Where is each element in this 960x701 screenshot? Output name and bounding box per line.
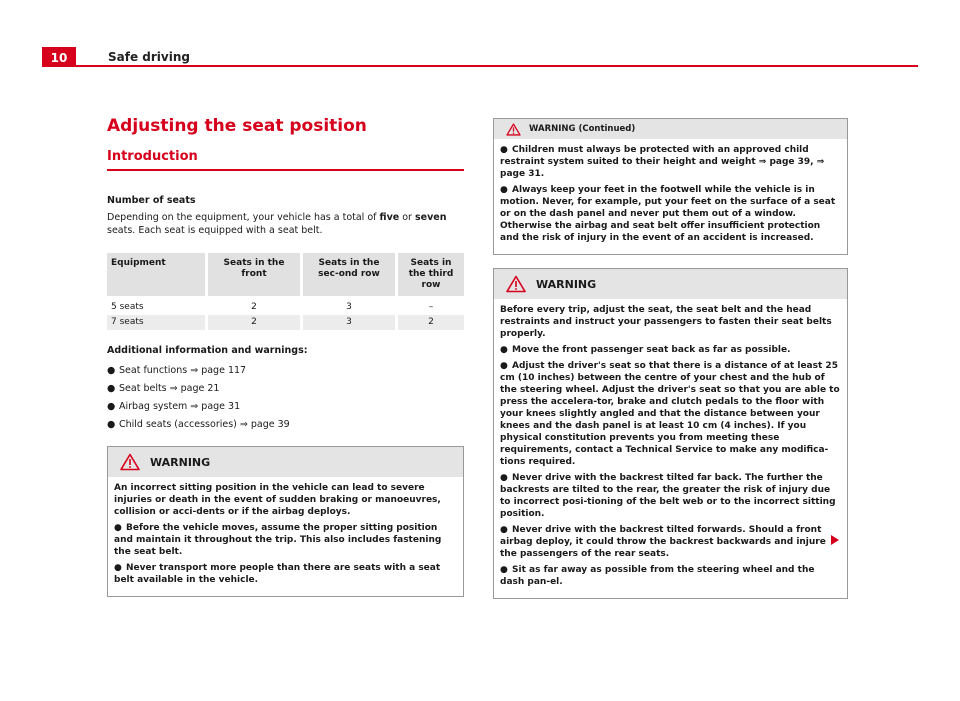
table-header: Equipment [107, 253, 207, 296]
warning-body [494, 299, 847, 598]
warning-box [107, 446, 464, 597]
page-number: 10 [42, 47, 76, 67]
table-header: Seats in the sec-ond row [302, 253, 397, 296]
list-item[interactable]: ● Child seats (accessories) ⇒ page 39 [107, 419, 290, 430]
bullet-icon: ● [114, 523, 122, 533]
seats-table [107, 253, 464, 330]
table-cell: 5 seats [107, 300, 207, 315]
bullet-icon: ● [500, 473, 508, 483]
table-cell: 7 seats [107, 315, 207, 330]
warning-item: ● Never drive with the backrest tilted forwards. Should a front airbag deploy, it could throw the backrest backwards and injure the passengers of the rear seats. [500, 525, 826, 559]
bullet-icon: ● [107, 383, 116, 394]
header-rule [76, 65, 918, 67]
warning-triangle-icon [506, 275, 526, 293]
chapter-title: Safe driving [108, 50, 190, 64]
list-item[interactable]: ● Seat belts ⇒ page 21 [107, 383, 220, 394]
warning-title: WARNING [536, 277, 597, 291]
warning-intro: An incorrect sitting position in the vehicle can lead to severe injuries or death in the event of sudden braking or manoeuvres, collision or acci-dents or if the airbag deploys. [114, 483, 441, 517]
warning-item: ● Sit as far away as possible from the steering wheel and the dash pan-el. [500, 565, 815, 587]
table-cell: 3 [302, 300, 397, 315]
bullet-icon: ● [500, 565, 508, 575]
warning-intro: Before every trip, adjust the seat, the seat belt and the head restraints and instruct your passengers to fasten their seat belts properly. [500, 305, 832, 339]
bullet-icon: ● [107, 365, 116, 376]
table-header: Seats in the third row [397, 253, 465, 296]
left-column [107, 116, 464, 597]
right-column [493, 118, 848, 599]
bullet-icon: ● [500, 361, 508, 371]
table-cell: 2 [207, 300, 302, 315]
table-row [107, 315, 464, 330]
list-item[interactable]: ● Seat functions ⇒ page 117 [107, 365, 247, 376]
warning-item: ● Move the front passenger seat back as far as possible. [500, 345, 791, 355]
seats-paragraph: Depending on the equipment, your vehicle has a total of five or seven seats. Each seat is equipped with a seat belt. [107, 212, 447, 236]
warning-item: ● Never drive with the backrest tilted far back. The further the backrests are tilted to the rear, the greater the risk of injury due to incorrect posi-tioning of the belt web or to the incorrect sitting position. [500, 473, 836, 519]
table-header: Seats in the front [207, 253, 302, 296]
warning-continued-title: WARNING (Continued) [529, 124, 636, 134]
warning-item: ● Always keep your feet in the footwell while the vehicle is in motion. Never, for example, put your feet on the surface of a seat or on the dash panel and never put them out of a window. Otherwise the airbag and seat belt offer insufficient protection and the risk of injury in the event of an accident is increased. [500, 185, 836, 243]
continue-arrow-icon [830, 534, 840, 546]
warning-item: ● Children must always be protected with an approved child restraint system suited to their height and weight ⇒ page 39, ⇒ page 31. [500, 145, 825, 179]
bullet-icon: ● [107, 401, 116, 412]
additional-label: Additional information and warnings: [107, 345, 308, 356]
reference-list [107, 364, 464, 431]
warning-body [108, 477, 463, 596]
warning-item: ● Adjust the driver's seat so that there is a distance of at least 25 cm (10 inches) between the centre of your chest and the hub of the steering wheel. Adjust the driver's seat so that you are able to press the accelera-tor, brake and clutch pedals to the floor with your knees slightly angled and that the distance between your knees and the dash panel is at least 10 cm (4 inches). If you physical constitution prevents you from meeting these requirements, contact a Technical Service to make any modifica-tions required. [500, 361, 840, 467]
bullet-icon: ● [500, 145, 508, 155]
page-header [42, 47, 918, 67]
warning-header [494, 269, 847, 299]
warning-continued-body [494, 139, 847, 254]
warning-title: WARNING [150, 455, 211, 469]
warning-continued-box [493, 118, 848, 255]
bullet-icon: ● [500, 185, 508, 195]
warning-header [108, 447, 463, 477]
table-cell: 2 [207, 315, 302, 330]
bullet-icon: ● [500, 345, 508, 355]
warning-box [493, 268, 848, 599]
seats-label: Number of seats [107, 195, 196, 206]
table-cell: 3 [302, 315, 397, 330]
bullet-icon: ● [107, 419, 116, 430]
section-title: Adjusting the seat position [107, 116, 367, 136]
table-cell: 2 [397, 315, 465, 330]
section-subtitle: Introduction [107, 149, 464, 171]
warning-continued-header [494, 119, 847, 139]
warning-item: ● Before the vehicle moves, assume the proper sitting position and maintain it throughout the trip. This also includes fastening the seat belt. [114, 523, 442, 557]
warning-triangle-icon [506, 123, 521, 136]
bullet-icon: ● [500, 525, 508, 535]
warning-triangle-icon [120, 453, 140, 471]
warning-item: ● Never transport more people than there are seats with a seat belt available in the vehicle. [114, 563, 441, 585]
list-item[interactable]: ● Airbag system ⇒ page 31 [107, 401, 241, 412]
table-row [107, 300, 464, 315]
table-cell: – [428, 302, 434, 312]
bullet-icon: ● [114, 563, 122, 573]
